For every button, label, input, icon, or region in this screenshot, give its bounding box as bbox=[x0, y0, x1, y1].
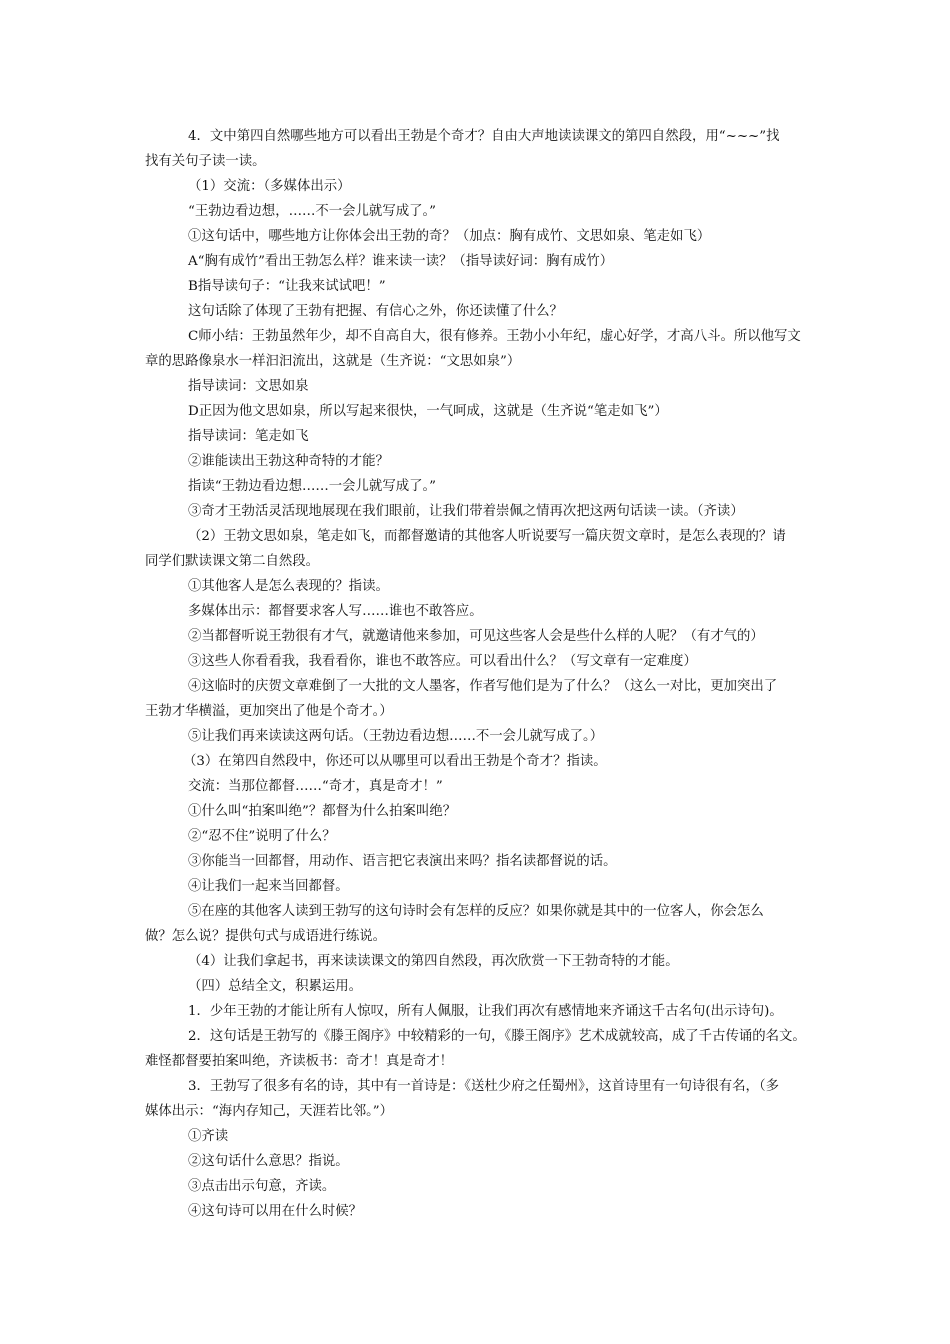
text-line: （3）在第四自然段中，你还可以从哪里可以看出王勃是个奇才？指读。 bbox=[183, 754, 607, 769]
text-line: ②谁能读出王勃这种奇特的才能？ bbox=[188, 454, 389, 469]
text-line: （4）让我们拿起书，再来读读课文的第四自然段，再次欣赏一下王勃奇特的才能。 bbox=[188, 954, 679, 969]
text-line: ③这些人你看看我，我看看你，谁也不敢答应。可以看出什么？（写文章有一定难度） bbox=[188, 654, 697, 669]
text-line: ②当都督听说王勃很有才气，就邀请他来参加，可见这些客人会是些什么样的人呢？（有才气的） bbox=[188, 629, 764, 644]
text-line: ①齐读 bbox=[188, 1129, 229, 1144]
text-line: ②这句话什么意思？指说。 bbox=[188, 1154, 349, 1169]
text-line: C师小结：王勃虽然年少，却不自高自大，很有修养。王勃小小年纪，虚心好学，才高八斗。所以他写文 bbox=[188, 329, 801, 344]
text-line: 1．少年王勃的才能让所有人惊叹，所有人佩服，让我们再次有感情地来齐诵这千古名句(出示诗句)。 bbox=[188, 1004, 783, 1019]
text-line: 做？怎么说？提供句式与成语进行练说。 bbox=[145, 929, 387, 944]
text-line: ②“忍不住”说明了什么？ bbox=[188, 829, 336, 844]
text-line: D正因为他文思如泉，所以写起来很快，一气呵成，这就是（生齐说“笔走如飞”） bbox=[188, 404, 668, 419]
text-line: 3．王勃写了很多有名的诗，其中有一首诗是：《送杜少府之任蜀州》，这首诗里有一句诗很有名，（多 bbox=[188, 1079, 779, 1094]
text-line: 媒体出示：“海内存知己，天涯若比邻。”） bbox=[145, 1104, 394, 1119]
text-line: ①这句话中，哪些地方让你体会出王勃的奇？（加点：胸有成竹、文思如泉、笔走如飞） bbox=[188, 229, 711, 244]
text-line: ①其他客人是怎么表现的？指读。 bbox=[188, 579, 389, 594]
text-line: ③点击出示句意，齐读。 bbox=[188, 1179, 336, 1194]
text-line: 同学们默读课文第二自然段。 bbox=[145, 554, 320, 569]
text-line: ④让我们一起来当回都督。 bbox=[188, 879, 349, 894]
text-line: 这句话除了体现了王勃有把握、有信心之外，你还读懂了什么？ bbox=[188, 304, 563, 319]
text-line: （1）交流：（多媒体出示） bbox=[188, 179, 351, 194]
text-line: ①什么叫“拍案叫绝”？都督为什么拍案叫绝？ bbox=[188, 804, 457, 819]
text-line: 指导读词：文思如泉 bbox=[188, 379, 309, 394]
text-line: ③奇才王勃活灵活现地展现在我们眼前，让我们带着崇佩之情再次把这两句话读一读。（齐读） bbox=[188, 504, 744, 519]
text-line: ④这句诗可以用在什么时候？ bbox=[188, 1204, 363, 1219]
text-line: 交流：当那位都督……“奇才，真是奇才！” bbox=[188, 779, 443, 794]
text-line: 找有关句子读一读。 bbox=[145, 154, 266, 169]
text-line: 多媒体出示：都督要求客人写……谁也不敢答应。 bbox=[188, 604, 483, 619]
text-line: （四）总结全文，积累运用。 bbox=[188, 979, 363, 994]
text-line: ③你能当一回都督，用动作、语言把它表演出来吗？指名读都督说的话。 bbox=[188, 854, 617, 869]
text-line: 2．这句话是王勃写的《滕王阁序》中较精彩的一句，《滕王阁序》艺术成就较高，成了千古传诵的名文。 bbox=[188, 1029, 806, 1044]
text-line: “王勃边看边想，……不一会儿就写成了。” bbox=[188, 204, 437, 219]
text-line: 指读“王勃边看边想……一会儿就写成了。” bbox=[188, 479, 437, 494]
text-line: 指导读词：笔走如飞 bbox=[188, 429, 309, 444]
text-line: ⑤在座的其他客人读到王勃写的这句诗时会有怎样的反应？如果你就是其中的一位客人，你会怎么 bbox=[188, 904, 764, 919]
text-line: 难怪都督要拍案叫绝，齐读板书：奇才！真是奇才！ bbox=[145, 1054, 453, 1069]
text-line: （2）王勃文思如泉，笔走如飞，而都督邀请的其他客人听说要写一篇庆贺文章时，是怎么表现的？请 bbox=[188, 529, 786, 544]
text-line: B指导读句子：“让我来试试吧！” bbox=[188, 279, 386, 294]
text-line: A“胸有成竹”看出王勃怎么样？谁来读一读？（指导读好词：胸有成竹） bbox=[188, 254, 614, 269]
text-line: 章的思路像泉水一样汩汩流出，这就是（生齐说：“文思如泉”） bbox=[145, 354, 521, 369]
text-line: 4．文中第四自然哪些地方可以看出王勃是个奇才？自由大声地读读课文的第四自然段，用“~~~”找 bbox=[188, 129, 780, 144]
text-line: ⑤让我们再来读读这两句话。（王勃边看边想……不一会儿就写成了。） bbox=[188, 729, 604, 744]
text-line: ④这临时的庆贺文章难倒了一大批的文人墨客，作者写他们是为了什么？（这么一对比，更加突出了 bbox=[188, 679, 778, 694]
text-line: 王勃才华横溢，更加突出了他是个奇才。） bbox=[145, 704, 393, 719]
